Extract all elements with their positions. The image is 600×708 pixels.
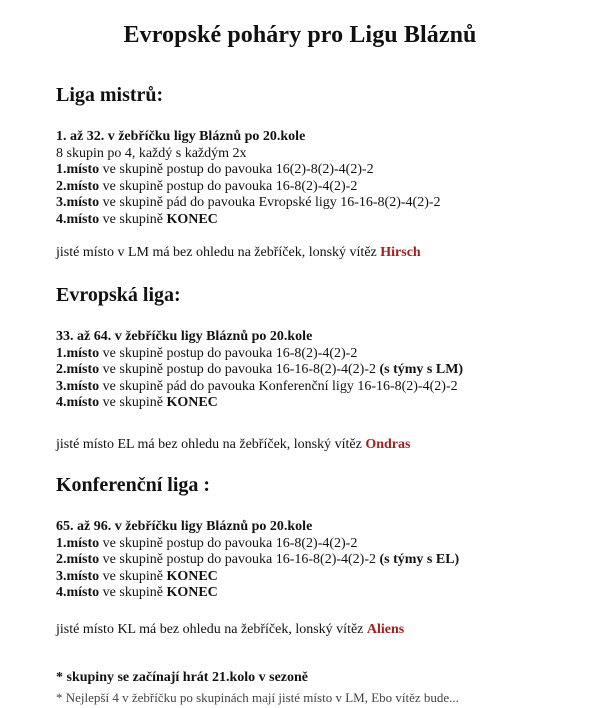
- rule-line: [56, 179, 586, 196]
- winner-note: [56, 622, 586, 638]
- rule-line: [56, 552, 586, 569]
- rule-text: ve skupině pád do pavouka Evropské ligy 16-16-8(2)-4(2)-2: [99, 195, 441, 211]
- footnote-cut: * Nejlepší 4 v žebříčku po skupinách mají jisté místo v LM, Ebo vítěz bude...: [56, 690, 459, 705]
- rule-bold: 4.místo: [56, 395, 100, 411]
- rule-text: ve skupině postup do pavouka 16-8(2)-4(2)-2: [99, 178, 358, 194]
- rule-line: [56, 146, 586, 163]
- rule-line: [56, 379, 586, 396]
- winner-name: Aliens: [366, 621, 405, 637]
- rule-line: [56, 536, 586, 553]
- rule-text: ve skupině pád do pavouka Konferenční ligy 16-16-8(2)-4(2)-2: [99, 378, 458, 394]
- rule-tail: (s týmy s EL): [379, 552, 460, 568]
- rule-tail: KONEC: [166, 585, 218, 601]
- winner-note: [56, 437, 586, 453]
- rule-line: [56, 162, 586, 179]
- section-heading: Liga mistrů:: [56, 84, 164, 106]
- rule-line: [56, 362, 586, 379]
- rule-bold: 1.místo: [56, 162, 100, 178]
- rule-text: 8 skupin po 4, každý s každým 2x: [56, 145, 247, 161]
- rule-tail: (s týmy s LM): [379, 362, 464, 378]
- section-heading: Konferenční liga :: [56, 474, 211, 496]
- rule-bold: 1. až 32. v žebříčku ligy Bláznů po 20.kole: [56, 129, 306, 144]
- rule-bold: 3.místo: [56, 378, 100, 394]
- rules-list: [56, 129, 586, 229]
- rule-text: ve skupině: [99, 585, 167, 601]
- rule-text: ve skupině: [99, 568, 167, 584]
- rule-bold: 4.místo: [56, 585, 100, 601]
- page-title: Evropské poháry pro Ligu Bláznů: [123, 22, 477, 48]
- rule-line: [56, 195, 586, 212]
- note-text: jisté místo v LM má bez ohledu na žebříček, lonský vítěz: [56, 244, 381, 260]
- section-konferencni-liga: [56, 474, 586, 638]
- rule-tail: KONEC: [166, 395, 218, 411]
- rule-text: ve skupině postup do pavouka 16-8(2)-4(2)-2: [99, 535, 358, 551]
- rule-bold: 3.místo: [56, 568, 100, 584]
- footnote: * skupiny se začínají hrát 21.kolo v sezoně: [56, 670, 309, 685]
- winner-note: [56, 245, 586, 261]
- rule-line: [56, 212, 586, 229]
- rule-bold: 33. až 64. v žebříčku ligy Bláznů po 20.kole: [56, 329, 313, 344]
- rule-bold: 4.místo: [56, 211, 100, 227]
- rule-line: [56, 329, 586, 346]
- rule-text: ve skupině postup do pavouka 16-16-8(2)-4(2)-2: [99, 362, 380, 378]
- rule-bold: 2.místo: [56, 552, 100, 568]
- section-heading: Evropská liga:: [56, 284, 181, 306]
- rule-bold: 2.místo: [56, 362, 100, 378]
- winner-name: Hirsch: [380, 244, 421, 260]
- rule-text: ve skupině: [99, 395, 167, 411]
- rules-list: [56, 519, 586, 602]
- winner-name: Ondras: [365, 436, 411, 452]
- rule-line: [56, 395, 586, 412]
- rule-text: ve skupině postup do pavouka 16-8(2)-4(2)-2: [99, 345, 358, 361]
- rule-bold: 3.místo: [56, 195, 100, 211]
- rule-bold: 1.místo: [56, 535, 100, 551]
- rule-line: [56, 585, 586, 602]
- note-text: jisté místo KL má bez ohledu na žebříček, lonský vítěz: [56, 621, 367, 637]
- rule-line: [56, 346, 586, 363]
- note-text: jisté místo EL má bez ohledu na žebříček, lonský vítěz: [56, 436, 366, 452]
- rule-tail: KONEC: [166, 568, 218, 584]
- section-liga-mistru: [56, 84, 586, 261]
- rule-line: [56, 129, 586, 146]
- rule-text: ve skupině postup do pavouka 16-16-8(2)-4(2)-2: [99, 552, 380, 568]
- rule-line: [56, 569, 586, 586]
- rule-tail: KONEC: [166, 211, 218, 227]
- rule-bold: 2.místo: [56, 178, 100, 194]
- rule-bold: 65. až 96. v žebříčku ligy Bláznů po 20.kole: [56, 519, 313, 534]
- rule-bold: 1.místo: [56, 345, 100, 361]
- rule-text: ve skupině postup do pavouka 16(2)-8(2)-4(2)-2: [99, 162, 374, 178]
- section-evropska-liga: [56, 284, 586, 453]
- rule-text: ve skupině: [99, 211, 167, 227]
- rule-line: [56, 519, 586, 536]
- rules-list: [56, 329, 586, 412]
